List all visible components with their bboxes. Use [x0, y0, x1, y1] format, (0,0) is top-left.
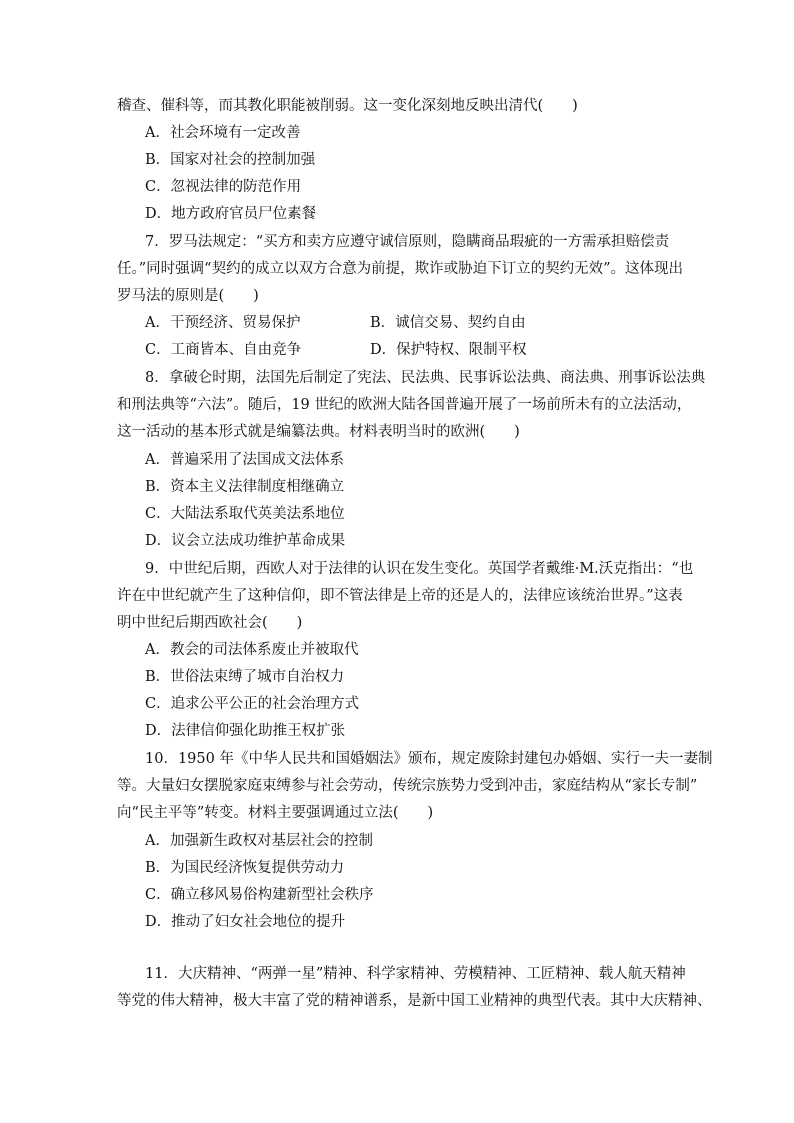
question-8-text: 和刑法典等“六法”。随后，19 世纪的欧洲大陆各国普遍开展了一场前所未有的立法活动， — [117, 397, 692, 413]
option-d: D．推动了妇女社会地位的提升 — [145, 914, 346, 930]
question-10-text: 等。大量妇女摆脱家庭束缚参与社会劳动，传统宗族势力受到冲击，家庭结构从“家长专制” — [117, 778, 698, 794]
option-c: C．追求公平公正的社会治理方式 — [145, 696, 360, 712]
question-7-text: 罗马法的原则是( ) — [117, 288, 259, 304]
option-b: B．国家对社会的控制加强 — [145, 152, 316, 168]
option-b: B．世俗法束缚了城市自治权力 — [145, 669, 345, 685]
option-c: C．忽视法律的防范作用 — [145, 179, 302, 195]
question-8-text: 8．拿破仑时期，法国先后制定了宪法、民法典、民事诉讼法典、商法典、刑事诉讼法典 — [145, 370, 706, 386]
option-d: D．地方政府官员尸位素餐 — [145, 206, 317, 222]
option-a: A．教会的司法体系废止并被取代 — [145, 642, 359, 658]
option-a: A．普遍采用了法国成文法体系 — [145, 452, 344, 468]
option-d: D．法律信仰强化助推王权扩张 — [145, 723, 346, 739]
option-c: C．工商皆本、自由竞争 — [145, 342, 302, 358]
question-11-text: 11．大庆精神、“两弹一星”精神、科学家精神、劳模精神、工匠精神、载人航天精神 — [145, 966, 686, 982]
question-11-text: 等党的伟大精神，极大丰富了党的精神谱系，是新中国工业精神的典型代表。其中大庆精神、 — [117, 993, 712, 1009]
question-10-text: 10．1950 年《中华人民共和国婚姻法》颁布，规定废除封建包办婚姻、实行一夫一妻制 — [145, 751, 713, 767]
option-b: B．诚信交易、契约自由 — [370, 315, 526, 331]
option-b: B．为国民经济恢复提供劳动力 — [145, 860, 345, 876]
option-d: D．保护特权、限制平权 — [370, 342, 527, 358]
question-8-text: 这一活动的基本形式就是编纂法典。材料表明当时的欧洲( ) — [117, 424, 520, 440]
question-7-text: 任。”同时强调“契约的成立以双方合意为前提，欺诈或胁迫下订立的契约无效”。这体现出 — [117, 261, 683, 277]
option-a: A．社会环境有一定改善 — [145, 125, 301, 141]
question-9-text: 明中世纪后期西欧社会( ) — [117, 615, 303, 631]
option-a: A．加强新生政权对基层社会的控制 — [145, 833, 373, 849]
question-9-text: 许在中世纪就产生了这种信仰，即不管法律是上帝的还是人的，法律应该统治世界。”这表 — [117, 588, 683, 604]
option-c: C．大陆法系取代英美法系地位 — [145, 506, 345, 522]
option-b: B．资本主义法律制度相继确立 — [145, 479, 345, 495]
text-line: 稽查、催科等，而其教化职能被削弱。这一变化深刻地反映出清代( ) — [117, 98, 578, 114]
question-9-text: 9．中世纪后期，西欧人对于法律的认识在发生变化。英国学者戴维·M.沃克指出：“也 — [145, 561, 694, 577]
option-d: D．议会立法成功维护革命成果 — [145, 533, 346, 549]
question-10-text: 向“民主平等”转变。材料主要强调通过立法( ) — [117, 805, 434, 821]
question-7-text: 7．罗马法规定：“买方和卖方应遵守诚信原则，隐瞒商品瑕疵的一方需承担赔偿责 — [145, 234, 670, 250]
option-a: A．干预经济、贸易保护 — [145, 315, 301, 331]
option-c: C．确立移风易俗构建新型社会秩序 — [145, 887, 374, 903]
